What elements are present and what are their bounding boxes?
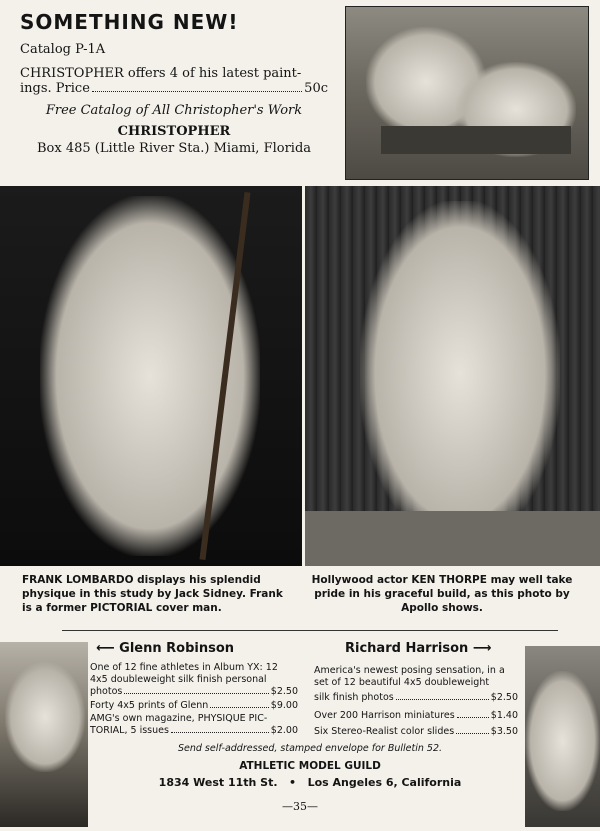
frank-lombardo-photo bbox=[0, 186, 302, 566]
caption-right: Hollywood actor KEN THORPE may well take pride in his graceful build, as this photo by Apollo shows. bbox=[311, 574, 573, 614]
glenn-magazine-line-2 bbox=[90, 725, 298, 736]
divider bbox=[62, 630, 558, 631]
leader-dots bbox=[171, 732, 269, 733]
richard-heading-text: Richard Harrison bbox=[345, 641, 469, 656]
painting-image bbox=[345, 6, 589, 180]
item-price: $2.00 bbox=[270, 725, 298, 736]
catalog-number: Catalog P-1A bbox=[20, 42, 106, 57]
glenn-item-prints bbox=[90, 700, 298, 711]
leader-dots bbox=[124, 693, 268, 694]
richard-item-slides bbox=[314, 726, 518, 737]
offer-price-line bbox=[20, 81, 328, 96]
item-label: silk finish photos bbox=[314, 692, 394, 703]
glenn-heading bbox=[96, 641, 234, 656]
city: Los Angeles 6, California bbox=[307, 776, 462, 789]
richard-item-miniatures bbox=[314, 710, 518, 721]
bullet-icon: • bbox=[281, 776, 304, 789]
leader-dots bbox=[456, 733, 489, 734]
glenn-heading-text: Glenn Robinson bbox=[119, 641, 235, 656]
item-label: Forty 4x5 prints of Glenn bbox=[90, 700, 209, 711]
caption-left: FRANK LOMBARDO displays his splendid physique in this study by Jack Sidney. Frank is a former PICTORIAL cover man. bbox=[22, 574, 283, 614]
item-label: TORIAL, 5 issues bbox=[90, 725, 169, 736]
leader-dots bbox=[457, 717, 489, 718]
glenn-intro: One of 12 fine athletes in Album YX: 12 4x5 doubleweight silk finish personal bbox=[90, 662, 278, 685]
street: 1834 West 11th St. bbox=[158, 776, 278, 789]
page-number: —35— bbox=[282, 800, 318, 813]
offer-price: 50c bbox=[304, 81, 328, 96]
christopher-address: Box 485 (Little River Sta.) Miami, Florida bbox=[36, 141, 312, 156]
glenn-magazine-line-1: AMG's own magazine, PHYSIQUE PIC- bbox=[90, 713, 268, 724]
leader-dots bbox=[210, 707, 269, 708]
guild-name: ATHLETIC MODEL GUILD bbox=[239, 760, 381, 772]
richard-item-photos bbox=[314, 692, 518, 703]
item-price: $2.50 bbox=[490, 692, 518, 703]
offer-line-2: ings. Price bbox=[20, 81, 90, 96]
item-label: Six Stereo-Realist color slides bbox=[314, 726, 455, 737]
item-label: Over 200 Harrison miniatures bbox=[314, 710, 455, 721]
richard-intro: America's newest posing sensation, in a set of 12 beautiful 4x5 doubleweight bbox=[314, 665, 505, 688]
richard-heading bbox=[345, 641, 491, 656]
free-catalog-note: Free Catalog of All Christopher's Work bbox=[45, 103, 303, 118]
item-label: photos bbox=[90, 686, 123, 697]
arrow-right-icon: ⟶ bbox=[468, 641, 492, 656]
offer-line-1: CHRISTOPHER offers 4 of his latest paint- bbox=[20, 66, 302, 81]
arrow-left-icon: ⟵ bbox=[96, 641, 120, 656]
bulletin-note: Send self-addressed, stamped envelope for Bulletin 52. bbox=[177, 743, 443, 754]
guild-address bbox=[100, 776, 520, 789]
ken-thorpe-photo bbox=[305, 186, 600, 566]
item-price: $1.40 bbox=[490, 710, 518, 721]
headline: SOMETHING NEW! bbox=[20, 10, 239, 34]
glenn-item-photos bbox=[90, 686, 298, 697]
leader-dots bbox=[396, 699, 489, 700]
glenn-robinson-photo bbox=[0, 642, 88, 827]
item-price: $2.50 bbox=[270, 686, 298, 697]
richard-harrison-photo bbox=[525, 646, 600, 827]
item-price: $9.00 bbox=[270, 700, 298, 711]
item-price: $3.50 bbox=[490, 726, 518, 737]
christopher-name: CHRISTOPHER bbox=[117, 124, 231, 139]
leader-dots bbox=[92, 91, 302, 92]
